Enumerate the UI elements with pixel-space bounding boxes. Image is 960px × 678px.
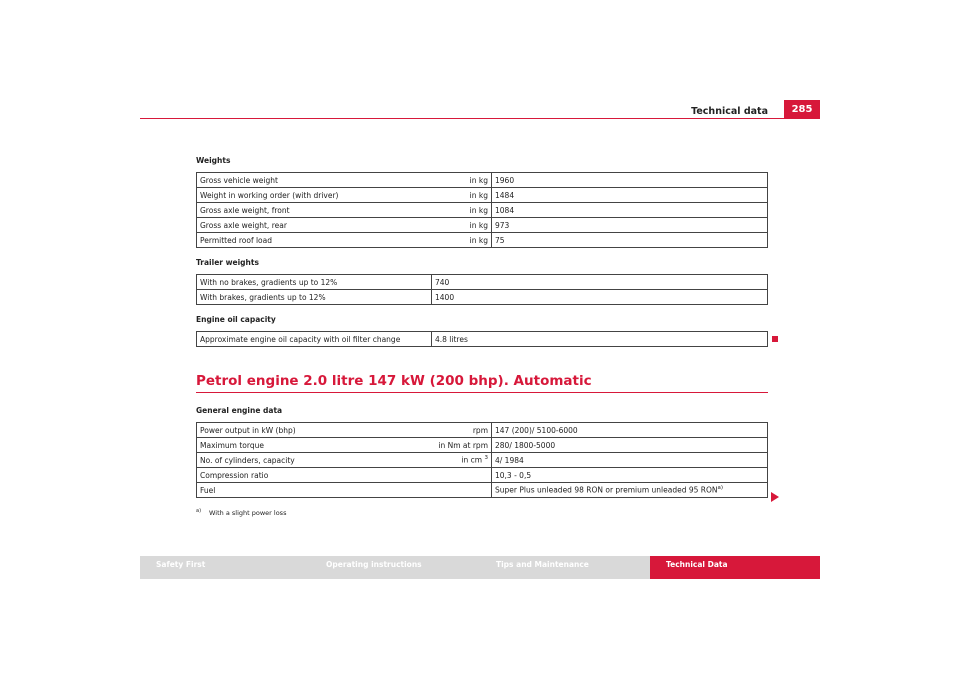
row-value: 1484 <box>492 188 768 203</box>
header-title: Technical data <box>691 106 768 117</box>
page-title: Petrol engine 2.0 litre 147 kW (200 bhp). Automatic <box>196 373 592 389</box>
row-value: 740 <box>432 275 768 290</box>
tab-tips-and-maintenance[interactable]: Tips and Maintenance <box>480 556 650 579</box>
row-label: Gross axle weight, front <box>197 203 432 218</box>
row-value: 1960 <box>492 173 768 188</box>
tab-safety-first[interactable]: Safety First <box>140 556 310 579</box>
row-label: With no brakes, gradients up to 12% <box>197 275 432 290</box>
title-rule <box>196 392 768 393</box>
row-unit: in cm <box>461 455 483 465</box>
weights-heading: Weights <box>196 156 231 165</box>
row-label: Compression ratio <box>197 468 432 483</box>
table-row <box>197 453 768 468</box>
table-row <box>197 275 768 290</box>
row-value: 75 <box>492 233 768 248</box>
section-end-marker <box>772 336 778 342</box>
footnote-marker: a) <box>196 508 202 514</box>
row-label: Gross axle weight, rear <box>197 218 432 233</box>
table-row <box>197 468 768 483</box>
table-row <box>197 290 768 305</box>
row-unit <box>431 468 492 483</box>
row-label: Gross vehicle weight <box>197 173 432 188</box>
row-value: 973 <box>492 218 768 233</box>
row-value: Super Plus unleaded 98 RON or premium unleaded 95 RON <box>495 485 718 495</box>
row-unit: in kg <box>431 233 492 248</box>
table-row <box>197 188 768 203</box>
row-label: Power output in kW (bhp) <box>197 423 432 438</box>
trailer-weights-table <box>196 274 768 305</box>
tab-technical-data[interactable]: Technical Data <box>650 556 820 579</box>
row-label: Permitted roof load <box>197 233 432 248</box>
row-value: 147 (200)/ 5100-6000 <box>492 423 768 438</box>
table-row <box>197 233 768 248</box>
row-label: No. of cylinders, capacity <box>197 453 432 468</box>
general-engine-table <box>196 422 768 498</box>
row-value-cell <box>492 483 768 498</box>
table-row <box>197 438 768 453</box>
next-page-arrow-icon[interactable] <box>771 492 779 502</box>
row-label: Maximum torque <box>197 438 432 453</box>
table-row <box>197 423 768 438</box>
row-value: 4/ 1984 <box>492 453 768 468</box>
row-label: Approximate engine oil capacity with oil filter change <box>197 332 432 347</box>
row-unit: in kg <box>431 173 492 188</box>
weights-table <box>196 172 768 248</box>
tab-operating-instructions[interactable]: Operating instructions <box>310 556 480 579</box>
row-value: 4.8 litres <box>432 332 768 347</box>
engine-oil-table <box>196 331 768 347</box>
row-label: Weight in working order (with driver) <box>197 188 432 203</box>
row-value: 280/ 1800-5000 <box>492 438 768 453</box>
page-number-badge: 285 <box>784 100 820 119</box>
table-row <box>197 332 768 347</box>
row-unit: in kg <box>431 188 492 203</box>
row-label: With brakes, gradients up to 12% <box>197 290 432 305</box>
footnote-text: With a slight power loss <box>209 509 287 518</box>
row-unit: in kg <box>431 203 492 218</box>
header-rule <box>140 118 820 119</box>
row-value: 10,3 - 0,5 <box>492 468 768 483</box>
footer-nav <box>140 556 820 579</box>
row-unit <box>431 483 492 498</box>
row-unit: rpm <box>431 423 492 438</box>
row-value: 1084 <box>492 203 768 218</box>
row-value: 1400 <box>432 290 768 305</box>
row-unit: in Nm at rpm <box>431 438 492 453</box>
table-row <box>197 203 768 218</box>
trailer-weights-heading: Trailer weights <box>196 258 259 267</box>
general-engine-heading: General engine data <box>196 406 283 415</box>
unit-superscript: 3 <box>484 455 488 462</box>
engine-oil-heading: Engine oil capacity <box>196 315 276 324</box>
row-label: Fuel <box>197 483 432 498</box>
table-row <box>197 483 768 498</box>
table-row <box>197 173 768 188</box>
table-row <box>197 218 768 233</box>
row-unit: in kg <box>431 218 492 233</box>
row-unit-cell <box>431 453 492 468</box>
footnote-ref[interactable]: a) <box>717 485 724 492</box>
footnote <box>196 508 286 517</box>
